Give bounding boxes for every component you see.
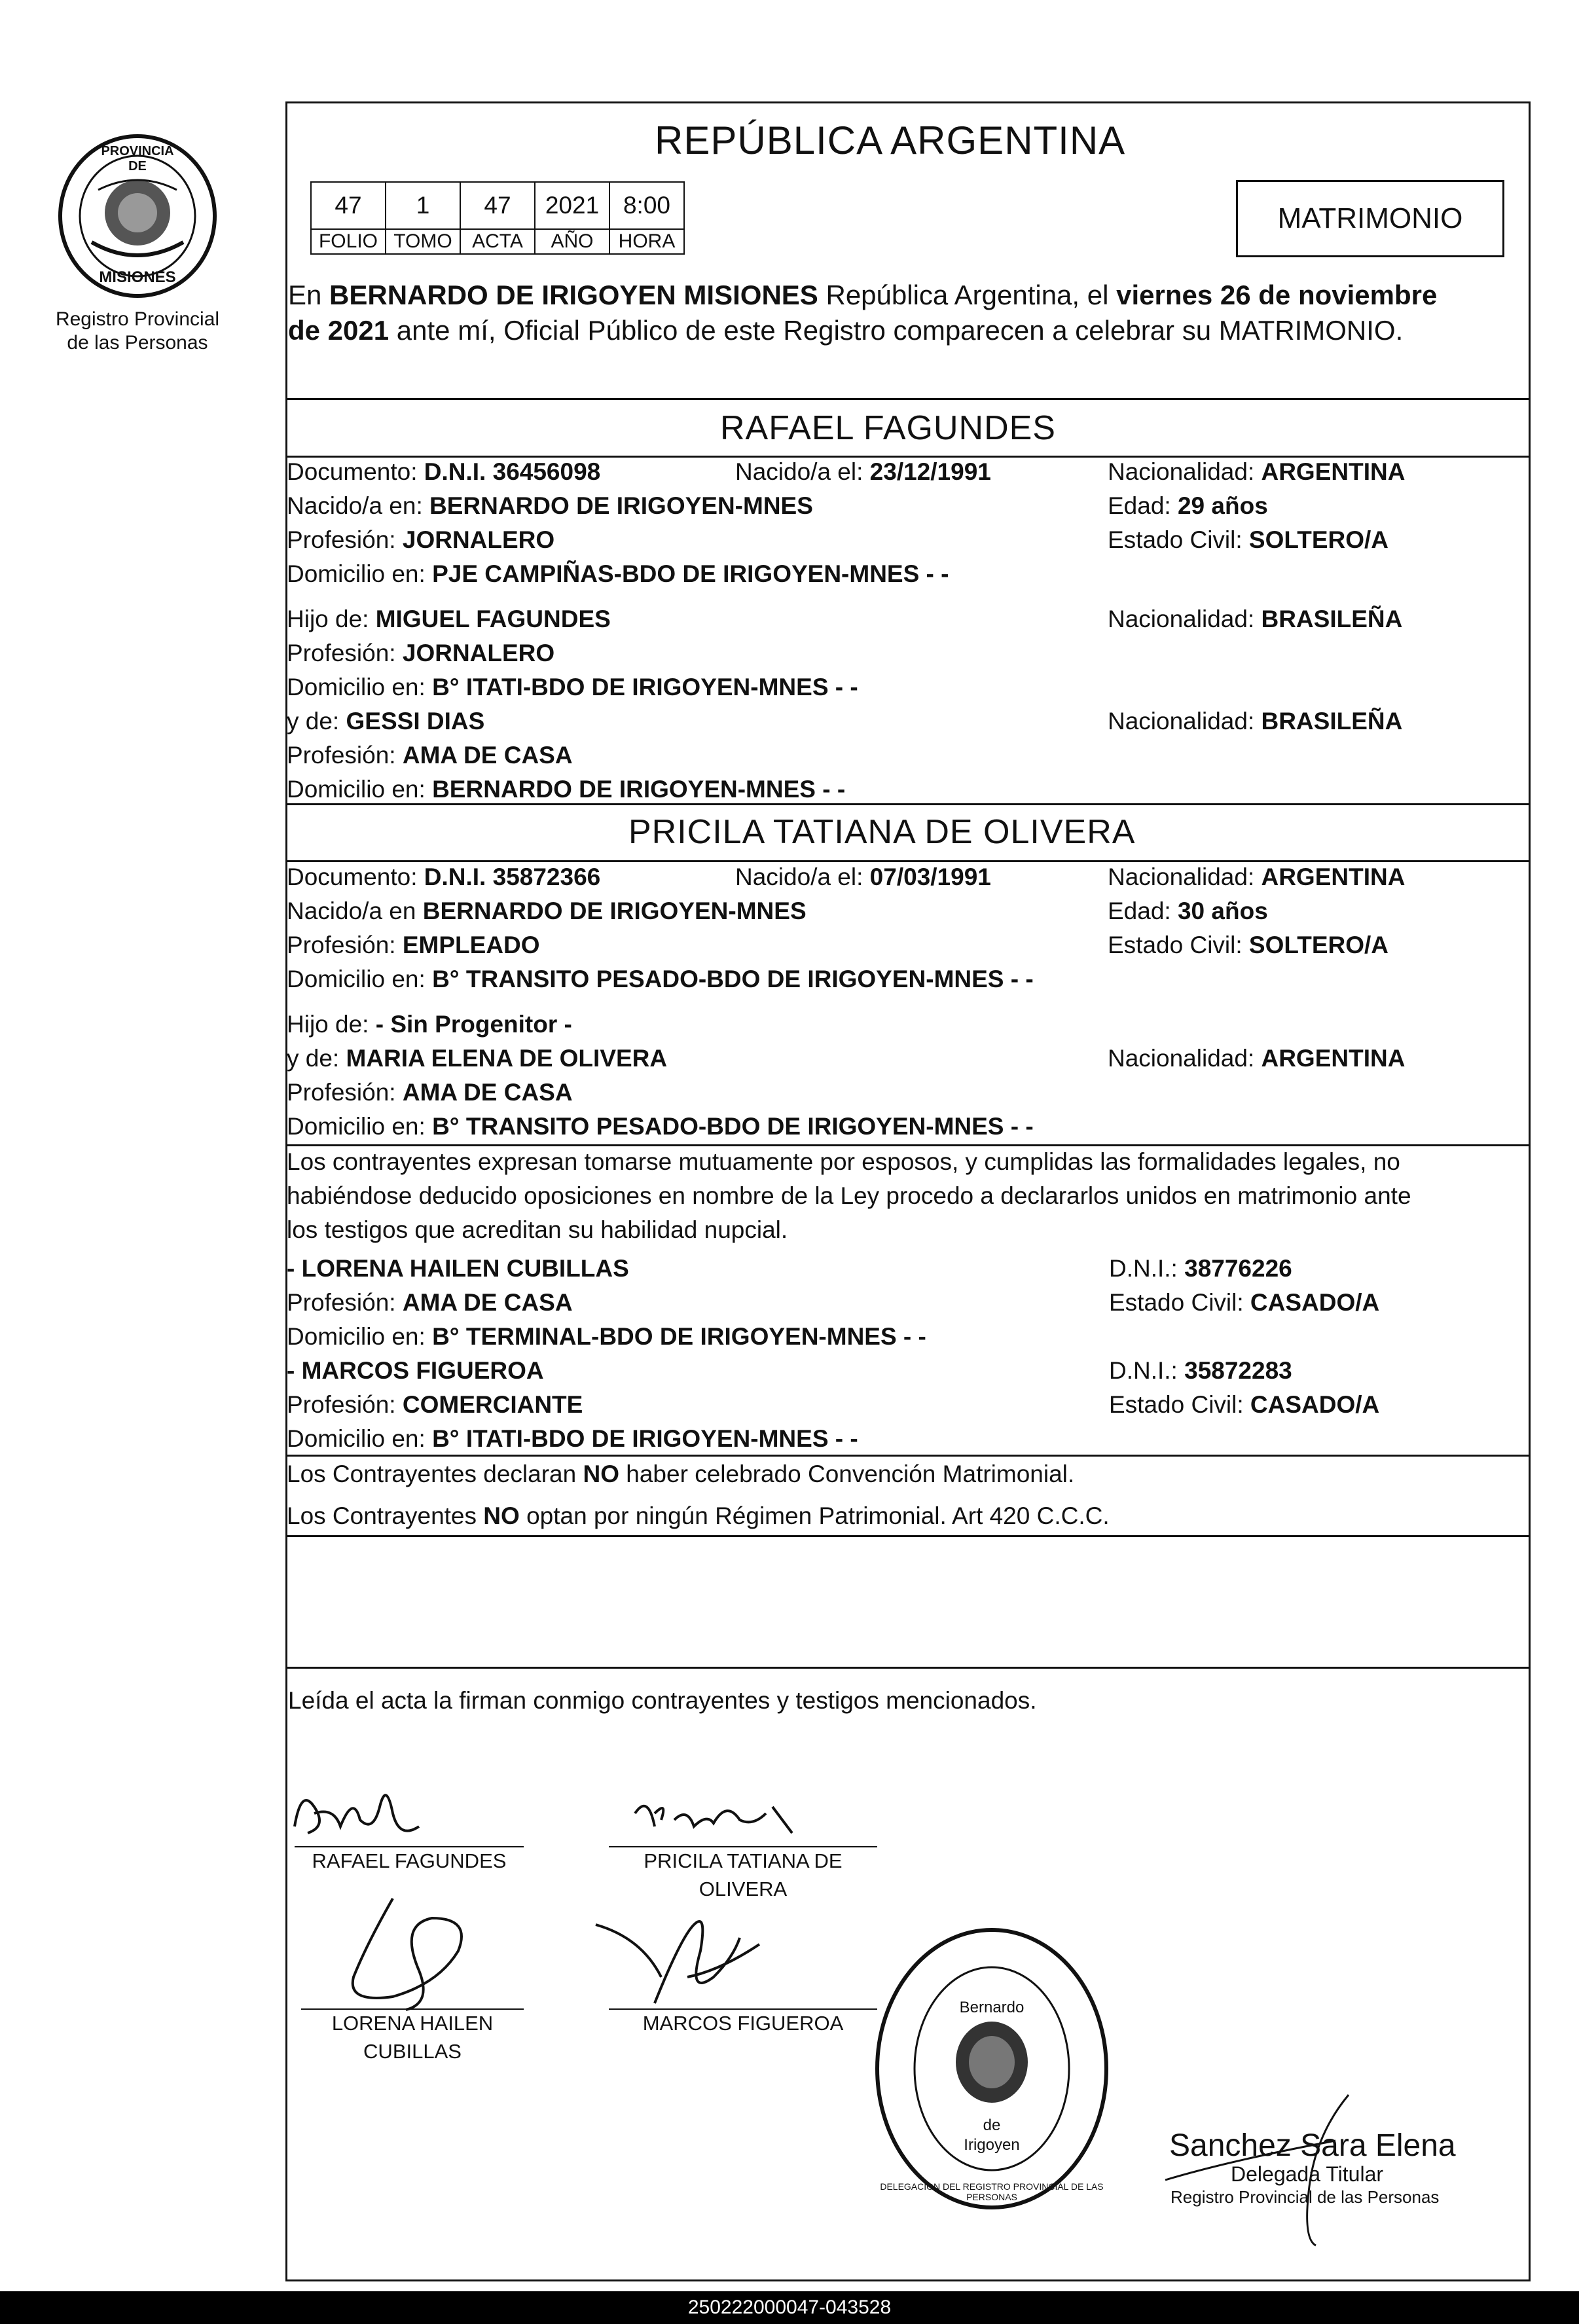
intro-prefix: En — [288, 280, 330, 310]
spouse1-civil-row — [1108, 526, 1388, 554]
spouse1-birthplace-row — [287, 492, 813, 520]
act-type-label: MATRIMONIO — [1277, 202, 1463, 234]
intro-line-2 — [288, 314, 1403, 347]
signature-line — [609, 2008, 877, 2010]
tomo-value: 1 — [386, 182, 460, 229]
spouse2-father-row — [287, 1010, 572, 1039]
witness1-dni-row — [1109, 1254, 1292, 1283]
witness2-dom-row — [287, 1425, 858, 1453]
label: Nacionalidad: — [1108, 458, 1261, 485]
label: Documento: — [287, 458, 424, 485]
label: y de: — [287, 708, 346, 735]
signature-pricila — [628, 1787, 825, 1853]
intro-year: de 2021 — [288, 315, 390, 346]
intro-rest: ante mí, Oficial Público de este Registro comparecen a celebrar su MATRIMONIO. — [389, 315, 1404, 346]
emphasis: NO — [583, 1461, 619, 1487]
label: Domicilio en: — [287, 560, 433, 587]
spouse2-birthplace: BERNARDO DE IRIGOYEN-MNES — [422, 898, 807, 924]
witness2-civil-status: CASADO/A — [1250, 1391, 1380, 1418]
text: haber celebrado Convención Matrimonial. — [619, 1461, 1075, 1487]
divider — [285, 1455, 1531, 1457]
spouse1-nationality: ARGENTINA — [1261, 458, 1406, 485]
spouse1-father-nat-row — [1108, 605, 1402, 634]
spouse1-name: RAFAEL FAGUNDES — [720, 409, 1056, 447]
label: Edad: — [1108, 492, 1178, 519]
label: Profesión: — [287, 640, 403, 666]
spouse1-father-dom-row — [287, 673, 858, 702]
label: Nacionalidad: — [1108, 863, 1261, 890]
regime-line-1 — [287, 1460, 1074, 1489]
divider — [285, 860, 1531, 862]
spouse2-doc-row — [287, 863, 600, 892]
intro-line-1 — [288, 279, 1437, 312]
official-name: Sanchez Sara Elena — [1169, 2128, 1456, 2163]
signature-marcos — [589, 1898, 799, 2016]
spouse2-nat-row — [1108, 863, 1405, 892]
spouse2-age: 30 años — [1177, 898, 1268, 924]
spouse2-name: PRICILA TATIANA DE OLIVERA — [628, 813, 1136, 851]
label: Domicilio en: — [287, 674, 433, 700]
spouse1-father-prof-row — [287, 639, 554, 668]
label: Nacido/a en: — [287, 492, 430, 519]
logo-top-text: PROVINCIA DE — [101, 144, 174, 173]
signature-lorena — [340, 1892, 498, 2016]
label: Profesión: — [287, 1079, 403, 1106]
folio-value: 47 — [311, 182, 386, 229]
spouse2-age-row — [1108, 897, 1268, 926]
registry-caption-line-1: Registro Provincial — [55, 308, 220, 330]
tomo-label: TOMO — [386, 229, 460, 254]
label: Profesión: — [287, 1289, 403, 1316]
spouse1-father-address: B° ITATI-BDO DE IRIGOYEN-MNES - - — [432, 674, 858, 700]
spouse1-age: 29 años — [1177, 492, 1268, 519]
spouse2-prof-row — [287, 931, 540, 960]
label: Domicilio en: — [287, 1323, 433, 1350]
spouse2-father-name: - Sin Progenitor - — [375, 1011, 572, 1038]
spouse1-profession: JORNALERO — [402, 526, 555, 553]
registry-caption — [26, 308, 249, 355]
signature-label-lorena-2: CUBILLAS — [363, 2040, 462, 2063]
spouse2-mother-nationality: ARGENTINA — [1261, 1045, 1406, 1072]
divider — [285, 1535, 1531, 1537]
label: Estado Civil: — [1109, 1289, 1250, 1316]
spouse1-mother-row — [287, 707, 484, 736]
spouse2-civil-status: SOLTERO/A — [1248, 932, 1389, 958]
spouse1-mother-address: BERNARDO DE IRIGOYEN-MNES - - — [432, 776, 846, 803]
label: Domicilio en: — [287, 966, 433, 992]
spouse1-mother-profession: AMA DE CASA — [402, 742, 573, 769]
divider — [285, 803, 1531, 805]
witness2-prof-row — [287, 1390, 583, 1419]
label: Profesión: — [287, 742, 403, 769]
hora-value: 8:00 — [609, 182, 684, 229]
spouse1-father-nationality: BRASILEÑA — [1261, 606, 1403, 632]
spouse1-civil-status: SOLTERO/A — [1248, 526, 1389, 553]
witness1-prof-row — [287, 1288, 573, 1317]
official-org: Registro Provincial de las Personas — [1171, 2187, 1440, 2207]
spouse2-nationality: ARGENTINA — [1261, 863, 1406, 890]
hora-label: HORA — [609, 229, 684, 254]
ano-label: AÑO — [535, 229, 609, 254]
label: Nacionalidad: — [1108, 1045, 1261, 1072]
signature-label-lorena-1: LORENA HAILEN — [331, 2012, 494, 2035]
signature-label-pricila-1: PRICILA TATIANA DE — [644, 1849, 843, 1872]
witness1-profession: AMA DE CASA — [402, 1289, 573, 1316]
spouse1-prof-row — [287, 526, 554, 554]
witness2-address: B° ITATI-BDO DE IRIGOYEN-MNES - - — [432, 1425, 858, 1452]
closing-text: Leída el acta la firman conmigo contrayentes y testigos mencionados. — [288, 1687, 1037, 1714]
label: Nacionalidad: — [1108, 708, 1261, 735]
spouse1-age-row — [1108, 492, 1268, 520]
label: Estado Civil: — [1108, 526, 1249, 553]
footer-bar — [0, 2291, 1579, 2324]
label: D.N.I.: — [1109, 1357, 1185, 1384]
seal-ring-text: DELEGACION DEL REGISTRO PROVINCIAL DE LAS PERSONAS — [880, 2181, 1104, 2202]
signature-label-marcos: MARCOS FIGUEROA — [642, 2012, 844, 2035]
logo-bottom-text: MISIONES — [99, 268, 176, 286]
label: Nacido/a el: — [735, 458, 870, 485]
seal-center-bot: Irigoyen — [964, 2136, 1020, 2154]
spouse1-birthplace: BERNARDO DE IRIGOYEN-MNES — [429, 492, 813, 519]
intro-date: viernes 26 de noviembre — [1116, 280, 1438, 310]
label: Profesión: — [287, 932, 403, 958]
divider — [285, 1667, 1531, 1669]
spouse1-dni: D.N.I. 36456098 — [424, 458, 601, 485]
spouse1-father-name: MIGUEL FAGUNDES — [375, 606, 611, 632]
label: Domicilio en: — [287, 1425, 433, 1452]
signature-line — [301, 2008, 524, 2010]
spouse2-mother-row — [287, 1044, 667, 1073]
spouse1-mother-nat-row — [1108, 707, 1402, 736]
acta-label: ACTA — [460, 229, 535, 254]
spouse2-dni: D.N.I. 35872366 — [424, 863, 601, 890]
spouse2-profession: EMPLEADO — [402, 932, 540, 958]
spouse2-mother-name: MARIA ELENA DE OLIVERA — [346, 1045, 668, 1072]
country-title: REPÚBLICA ARGENTINA — [655, 118, 1126, 162]
text: Los Contrayentes — [287, 1502, 484, 1529]
ano-value: 2021 — [535, 182, 609, 229]
act-type-box — [1236, 180, 1504, 257]
spouse2-dom-row — [287, 965, 1034, 994]
text: optan por ningún Régimen Patrimonial. Art 420 C.C.C. — [519, 1502, 1110, 1529]
spouse1-father-profession: JORNALERO — [402, 640, 555, 666]
label: Profesión: — [287, 526, 403, 553]
seal-center-mid: de — [983, 2116, 1001, 2134]
label: Estado Civil: — [1108, 932, 1249, 958]
text: Los Contrayentes declaran — [287, 1461, 583, 1487]
witness1-dom-row — [287, 1322, 926, 1351]
witness1-name: - LORENA HAILEN CUBILLAS — [287, 1255, 629, 1282]
label: Documento: — [287, 863, 424, 890]
witness1-address: B° TERMINAL-BDO DE IRIGOYEN-MNES - - — [432, 1323, 926, 1350]
acta-value: 47 — [460, 182, 535, 229]
declaration-line-2: habiéndose deducido oposiciones en nombre de la Ley procedo a declararlos unidos en matrimonio ante — [287, 1182, 1411, 1209]
emphasis: NO — [483, 1502, 520, 1529]
spouse1-birthdate: 23/12/1991 — [869, 458, 991, 485]
divider — [285, 398, 1531, 400]
signature-line — [295, 1846, 524, 1847]
spouse1-address: PJE CAMPIÑAS-BDO DE IRIGOYEN-MNES - - — [432, 560, 949, 587]
spouse2-mother-prof-row — [287, 1078, 573, 1107]
witness2-profession: COMERCIANTE — [402, 1391, 583, 1418]
spouse2-mother-dom-row — [287, 1112, 1034, 1141]
divider — [285, 1144, 1531, 1146]
regime-line-2 — [287, 1502, 1110, 1531]
official-title: Delegada Titular — [1231, 2162, 1384, 2186]
spouse1-dom-row — [287, 560, 949, 589]
spouse1-mother-dom-row — [287, 775, 845, 804]
witness1-civil-status: CASADO/A — [1250, 1289, 1380, 1316]
official-seal — [871, 1925, 1113, 2213]
spouse1-mother-prof-row — [287, 741, 573, 770]
spouse2-birthplace-row — [287, 897, 807, 926]
label: Profesión: — [287, 1391, 403, 1418]
label: Domicilio en: — [287, 1113, 433, 1140]
spouse2-address: B° TRANSITO PESADO-BDO DE IRIGOYEN-MNES - - — [432, 966, 1034, 992]
label: Domicilio en: — [287, 776, 433, 803]
intro-middle: República Argentina, el — [818, 280, 1117, 310]
witness2-dni: 35872283 — [1184, 1357, 1292, 1384]
spouse1-father-row — [287, 605, 611, 634]
signature-line — [609, 1846, 877, 1847]
witness1-civil-row — [1109, 1288, 1379, 1317]
signature-label-rafael: RAFAEL FAGUNDES — [312, 1849, 507, 1872]
label: Nacido/a en — [287, 898, 423, 924]
footer-code: 250222000047-043528 — [687, 2297, 892, 2318]
spouse2-born-row — [735, 863, 991, 892]
label: Nacionalidad: — [1108, 606, 1261, 632]
declaration-line-3: los testigos que acreditan su habilidad nupcial. — [287, 1216, 788, 1243]
label: Hijo de: — [287, 606, 376, 632]
label: Nacido/a el: — [735, 863, 870, 890]
spouse1-mother-nationality: BRASILEÑA — [1261, 708, 1403, 735]
witness1-dni: 38776226 — [1184, 1255, 1292, 1282]
spouse2-mother-nat-row — [1108, 1044, 1405, 1073]
intro-place: BERNARDO DE IRIGOYEN MISIONES — [329, 280, 818, 310]
spouse2-mother-profession: AMA DE CASA — [402, 1079, 573, 1106]
folio-label: FOLIO — [311, 229, 386, 254]
province-logo — [52, 131, 223, 301]
registry-caption-line-2: de las Personas — [67, 332, 208, 354]
spouse1-born-row — [735, 458, 991, 486]
spouse1-doc-row — [287, 458, 600, 486]
reference-table — [310, 181, 685, 255]
label: y de: — [287, 1045, 346, 1072]
declaration-line-1: Los contrayentes expresan tomarse mutuamente por esposos, y cumplidas las formalidades legales, no — [287, 1148, 1400, 1175]
label: D.N.I.: — [1109, 1255, 1185, 1282]
label: Estado Civil: — [1109, 1391, 1250, 1418]
label: Hijo de: — [287, 1011, 376, 1038]
witness2-dni-row — [1109, 1356, 1292, 1385]
seal-center-top: Bernardo — [959, 1999, 1025, 2016]
witness2-civil-row — [1109, 1390, 1379, 1419]
spouse2-mother-address: B° TRANSITO PESADO-BDO DE IRIGOYEN-MNES - - — [432, 1113, 1034, 1140]
spouse1-nat-row — [1108, 458, 1405, 486]
spouse2-civil-row — [1108, 931, 1388, 960]
spouse2-birthdate: 07/03/1991 — [869, 863, 991, 890]
witness2-name: - MARCOS FIGUEROA — [287, 1357, 544, 1384]
signature-label-pricila-2: OLIVERA — [699, 1878, 788, 1900]
spouse1-mother-name: GESSI DIAS — [346, 708, 485, 735]
label: Edad: — [1108, 898, 1178, 924]
